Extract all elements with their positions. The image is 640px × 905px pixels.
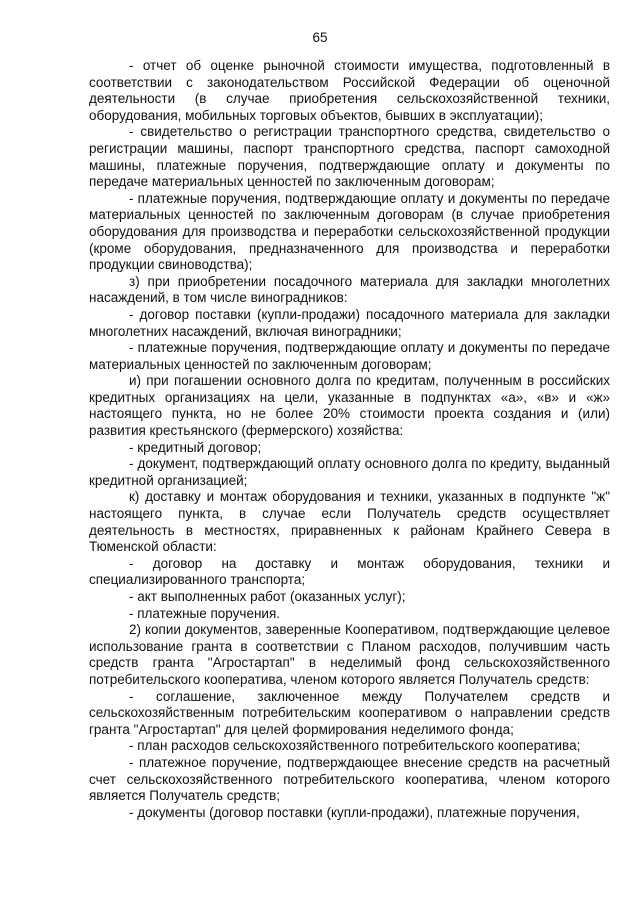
- paragraph: - договор поставки (купли-продажи) посадочного материала для закладки многолетних насаждений, включая виноградники;: [89, 306, 610, 339]
- paragraph: - соглашение, заключенное между Получателем средств и сельскохозяйственным потребительским кооперативом о направлении средств гранта "Агростартап" для целей формирования неделимого фонда;: [89, 688, 610, 737]
- paragraph: - отчет об оценке рыночной стоимости имущества, подготовленный в соответствии с законодательством Российской Федерации об оценочной деятельности (в случае приобретения сельскохозяйственной техники, оборудования, мобильных торговых объектов, бывших в эксплуатации);: [89, 58, 610, 123]
- page-number: 65: [312, 30, 328, 45]
- paragraph: - платежное поручение, подтверждающее внесение средств на расчетный счет сельскохозяйственного потребительского кооператива, членом которого является Получатель средств;: [89, 754, 610, 804]
- paragraph: - акт выполненных работ (оказанных услуг);: [129, 589, 406, 604]
- paragraph: - документы (договор поставки (купли-продажи), платежные поручения,: [129, 804, 580, 820]
- paragraph: - договор на доставку и монтаж оборудования, техники и специализированного транспорта;: [89, 555, 610, 588]
- paragraph: и) при погашении основного долга по кредитам, полученным в российских кредитных организациях на цели, указанные в подпунктах «а», «в» и «ж» настоящего пункта, но не более 20% стоимости проекта создания и (или) развития крестьянского (фермерского) хозяйства:: [89, 373, 610, 439]
- paragraph: - платежные поручения, подтверждающие оплату и документы по передаче материальных ценностей по заключенным договорам (в случае приобретения оборудования для производства и переработки сельскохозяйственной продукции (кроме оборудования, предназначенного для производства и переработки продукции свиноводства);: [89, 190, 610, 273]
- paragraph: к) доставку и монтаж оборудования и техники, указанных в подпункте "ж" настоящего пункта, в случае если Получатель средств осуществляет деятельность в местностях, приравненных к районам Крайнего Севера в Тюменской области:: [89, 489, 610, 555]
- paragraph: 2) копии документов, заверенные Кооперативом, подтверждающие целевое использование гранта в соответствии с Планом расходов, получившим часть средств гранта "Агростартап" в неделимый фонд сельскохозяйственного потребительского кооператива, членом которого является Получатель средств:: [89, 622, 610, 687]
- paragraph: - документ, подтверждающий оплату основного долга по кредиту, выданный кредитной организацией;: [89, 456, 610, 488]
- paragraph: - платежные поручения.: [129, 605, 281, 621]
- paragraph: - план расходов сельскохозяйственного потребительского кооператива;: [129, 738, 581, 754]
- document-body: [89, 58, 610, 821]
- paragraph: - свидетельство о регистрации транспортного средства, свидетельство о регистрации машины, паспорт транспортного средства, паспорт самоходной машины, платежные поручения, подтверждающие оплату и документы по передаче материальных ценностей по заключенным договорам;: [89, 124, 610, 190]
- paragraph: - платежные поручения, подтверждающие оплату и документы по передаче материальных ценностей по заключенным договорам;: [89, 340, 610, 372]
- paragraph: - кредитный договор;: [129, 439, 262, 455]
- paragraph: з) при приобретении посадочного материала для закладки многолетних насаждений, в том числе виноградников:: [89, 273, 610, 306]
